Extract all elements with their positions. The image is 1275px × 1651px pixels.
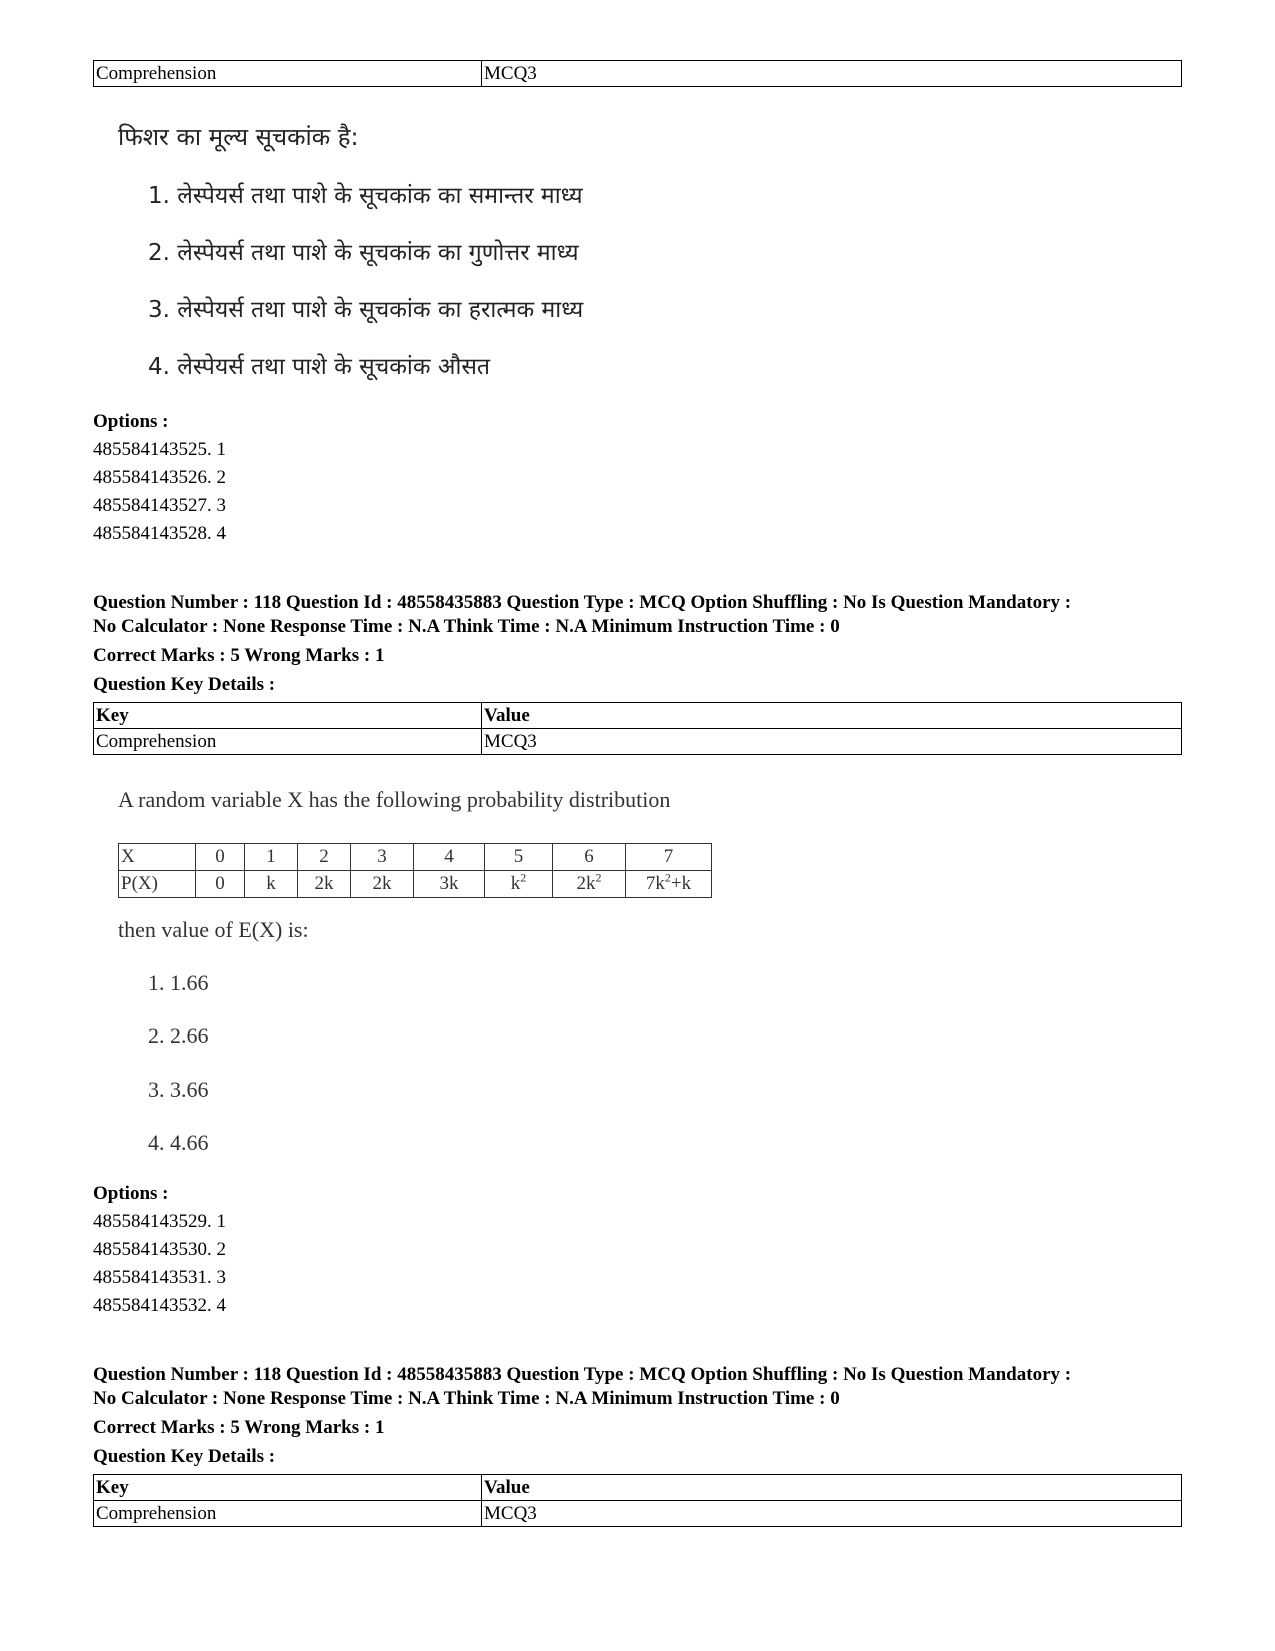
- english-option-3: 3. 3.66: [148, 1077, 209, 1102]
- option-id-line: 485584143532. 4: [93, 1295, 226, 1316]
- top-key-table: [93, 60, 1182, 87]
- english-option-1: 1. 1.66: [148, 970, 209, 995]
- table-header-row: [94, 1475, 1182, 1501]
- option-id-line: 485584143525. 1: [93, 439, 226, 460]
- x-value-cell: 2: [298, 844, 351, 871]
- question-key-table: [93, 702, 1182, 755]
- probability-distribution-table: [118, 843, 712, 898]
- p-value-cell: [414, 871, 485, 898]
- x-value-cell: 7: [626, 844, 712, 871]
- hindi-option-4: 4. लेस्पेयर्स तथा पाशे के सूचकांक औसत: [148, 354, 491, 380]
- options-heading: Options :: [93, 411, 169, 432]
- p-value: k: [510, 873, 521, 894]
- x-row: [119, 844, 712, 871]
- value-cell: MCQ3: [482, 729, 1182, 755]
- x-value-cell: 3: [351, 844, 414, 871]
- hindi-question-stem: फिशर का मूल्य सूचकांक है:: [118, 123, 359, 151]
- p-exponent: 2: [520, 870, 527, 885]
- option-id-line: 485584143526. 2: [93, 467, 226, 488]
- x-label-cell: X: [119, 844, 196, 871]
- p-value-cell: [196, 871, 245, 898]
- table-row: [94, 729, 1182, 755]
- p-value: 2k: [576, 873, 596, 894]
- option-id-line: 485584143527. 3: [93, 495, 226, 516]
- question-key-table: [93, 1474, 1182, 1527]
- question-meta-line-2: No Calculator : None Response Time : N.A Think Time : N.A Minimum Instruction Time : 0: [93, 616, 840, 637]
- p-value: 2k: [372, 873, 392, 894]
- x-value-cell: 5: [485, 844, 553, 871]
- options-heading: Options :: [93, 1183, 169, 1204]
- p-value: 3k: [439, 873, 459, 894]
- p-label-cell: P(X): [119, 871, 196, 898]
- key-cell: Comprehension: [94, 1501, 482, 1527]
- p-value: 2k: [314, 873, 334, 894]
- key-header: Key: [94, 1475, 482, 1501]
- table-row: [94, 1501, 1182, 1527]
- question-meta-line-1: Question Number : 118 Question Id : 48558435883 Question Type : MCQ Option Shuffling : No Is Question Mandatory :: [93, 592, 1072, 613]
- english-question-stem: A random variable X has the following probability distribution: [118, 787, 671, 812]
- option-id-line: 485584143528. 4: [93, 523, 226, 544]
- english-option-2: 2. 2.66: [148, 1023, 209, 1048]
- p-value-cell: [351, 871, 414, 898]
- option-id-line: 485584143531. 3: [93, 1267, 226, 1288]
- option-id-line: 485584143530. 2: [93, 1239, 226, 1260]
- option-id-line: 485584143529. 1: [93, 1211, 226, 1232]
- hindi-option-2: 2. लेस्पेयर्स तथा पाशे के सूचकांक का गुणोत्तर माध्य: [148, 240, 579, 266]
- marks-line: Correct Marks : 5 Wrong Marks : 1: [93, 1417, 385, 1438]
- value-header: Value: [482, 703, 1182, 729]
- hindi-option-3: 3. लेस्पेयर्स तथा पाशे के सूचकांक का हरात्मक माध्य: [148, 297, 584, 323]
- x-value-cell: 4: [414, 844, 485, 871]
- hindi-option-1: 1. लेस्पेयर्स तथा पाशे के सूचकांक का समान्तर माध्य: [148, 183, 583, 209]
- p-exponent: 2: [595, 870, 602, 885]
- english-question-follow: then value of E(X) is:: [118, 917, 309, 942]
- p-suffix: +k: [670, 873, 692, 894]
- p-value-cell: [298, 871, 351, 898]
- question-meta-line-1: Question Number : 118 Question Id : 48558435883 Question Type : MCQ Option Shuffling : No Is Question Mandatory :: [93, 1364, 1072, 1385]
- p-value: 7k: [645, 873, 665, 894]
- english-option-4: 4. 4.66: [148, 1130, 209, 1155]
- p-value-cell: [245, 871, 298, 898]
- p-value-cell: [485, 871, 553, 898]
- x-value-cell: 1: [245, 844, 298, 871]
- question-meta-line-2: No Calculator : None Response Time : N.A Think Time : N.A Minimum Instruction Time : 0: [93, 1388, 840, 1409]
- key-details-heading: Question Key Details :: [93, 1446, 276, 1467]
- table-row: [94, 61, 1182, 87]
- p-value-cell: [553, 871, 626, 898]
- p-value: k: [266, 873, 276, 894]
- value-cell: MCQ3: [482, 61, 1182, 87]
- key-details-heading: Question Key Details :: [93, 674, 276, 695]
- value-cell: MCQ3: [482, 1501, 1182, 1527]
- key-cell: Comprehension: [94, 729, 482, 755]
- marks-line: Correct Marks : 5 Wrong Marks : 1: [93, 645, 385, 666]
- table-header-row: [94, 703, 1182, 729]
- key-cell: Comprehension: [94, 61, 482, 87]
- p-exponent: 2: [664, 870, 671, 885]
- x-value-cell: 6: [553, 844, 626, 871]
- p-row: [119, 871, 712, 898]
- p-value-cell: [626, 871, 712, 898]
- key-header: Key: [94, 703, 482, 729]
- value-header: Value: [482, 1475, 1182, 1501]
- p-value: 0: [215, 873, 225, 894]
- x-value-cell: 0: [196, 844, 245, 871]
